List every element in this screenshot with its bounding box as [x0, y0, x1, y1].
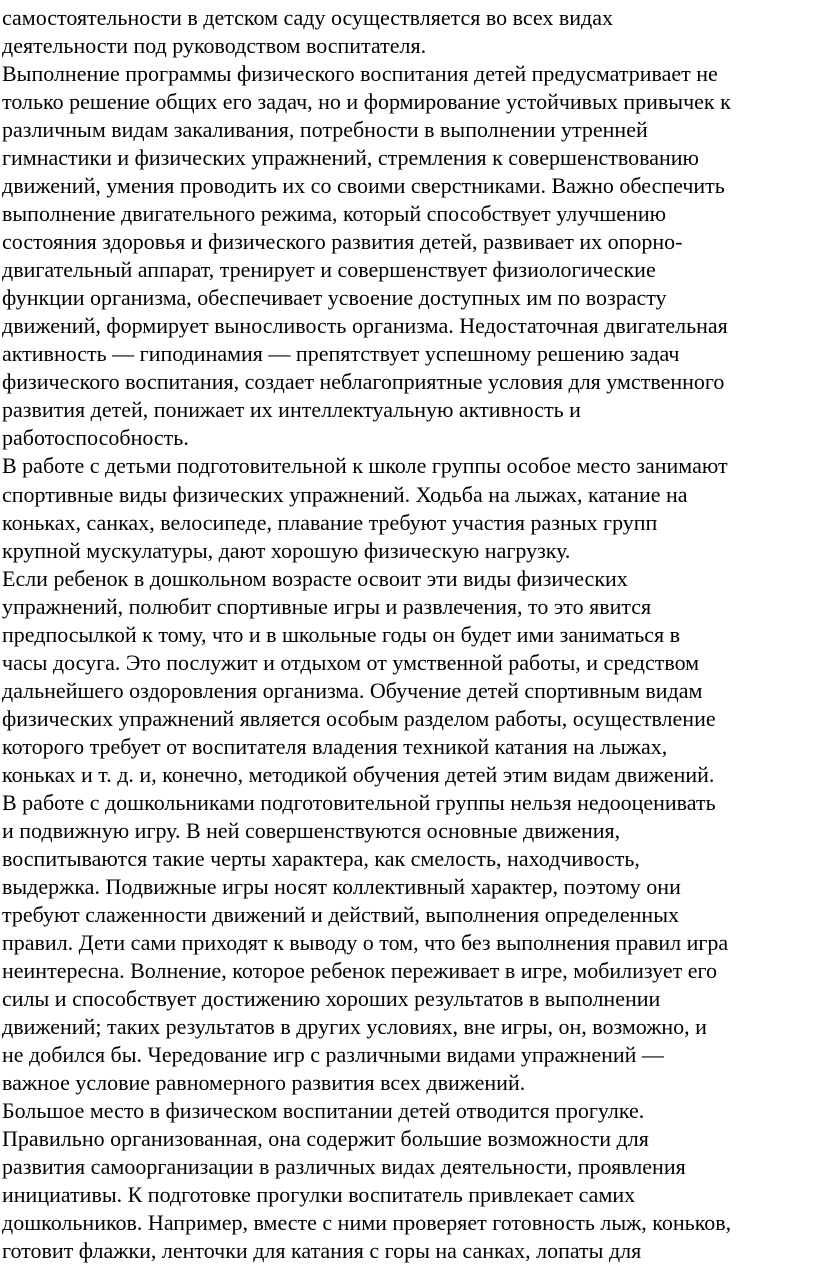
text-line: Правильно организованная, она содержит большие возможности для [2, 1126, 649, 1152]
text-line: крупной мускулатуры, дают хорошую физическую нагрузку. [2, 537, 571, 563]
text-line: выполнение двигательного режима, который способствует улучшению [2, 201, 667, 227]
text-line: спортивные виды физических упражнений. Ходьба на лыжах, катание на [2, 481, 688, 507]
text-line: правил. Дети сами приходят к выводу о том, что без выполнения правил игра [2, 929, 729, 955]
text-line: развития самоорганизации в различных видах деятельности, проявления [2, 1154, 686, 1180]
text-line: двигательный аппарат, тренирует и совершенствует физиологические [2, 257, 656, 283]
text-line: коньках, санках, велосипеде, плавание требуют участия разных групп [2, 509, 658, 535]
text-line: упражнений, полюбит спортивные игры и развлечения, то это явится [2, 593, 652, 619]
text-line: активность — гиподинамия — препятствует успешному решению задач [2, 341, 680, 367]
text-line: различным видам закаливания, потребности в выполнении утренней [2, 117, 648, 143]
text-line: требуют слаженности движений и действий, выполнения определенных [2, 901, 679, 927]
text-line: инициативы. К подготовке прогулки воспитатель привлекает самих [2, 1182, 636, 1208]
text-line: В работе с дошкольниками подготовительной группы нельзя недооценивать [2, 789, 716, 815]
text-line: не добился бы. Чередование игр с различными видами упражнений — [2, 1042, 664, 1068]
text-line: Если ребенок в дошкольном возрасте освоит эти виды физических [2, 565, 628, 591]
text-line: гимнастики и физических упражнений, стремления к совершенствованию [2, 145, 699, 171]
text-line: только решение общих его задач, но и формирование устойчивых привычек к [2, 89, 731, 115]
text-line: движений, формирует выносливость организма. Недостаточная двигательная [2, 313, 728, 339]
text-line: важное условие равномерного развития всех движений. [2, 1070, 526, 1096]
text-line: коньках и т. д. и, конечно, методикой обучения детей этим видам движений. [2, 761, 715, 787]
text-line: Большое место в физическом воспитании детей отводится прогулке. [2, 1098, 645, 1124]
text-line: состояния здоровья и физического развития детей, развивает их опорно- [2, 229, 683, 255]
text-line: предпосылкой к тому, что и в школьные годы он будет ими заниматься в [2, 621, 681, 647]
text-line: Выполнение программы физического воспитания детей предусматривает не [2, 61, 718, 87]
text-line: готовит флажки, ленточки для катания с горы на санках, лопаты для [2, 1238, 642, 1264]
text-line: развития детей, понижает их интеллектуальную активность и [2, 397, 581, 423]
text-line: движений, умения проводить их со своими сверстниками. Важно обеспечить [2, 173, 725, 199]
text-line: самостоятельности в детском саду осуществляется во всех видах [2, 5, 613, 30]
text-line: работоспособность. [2, 425, 189, 451]
text-line: деятельности под руководством воспитателя. [2, 33, 427, 59]
text-line: и подвижную игру. В ней совершенствуются основные движения, [2, 817, 621, 843]
text-line: физических упражнений является особым разделом работы, осуществление [2, 705, 716, 731]
text-line: дошкольников. Например, вместе с ними проверяет готовность лыж, коньков, [2, 1210, 732, 1236]
text-line: неинтересна. Волнение, которое ребенок переживает в игре, мобилизует его [2, 958, 717, 984]
text-line: движений; таких результатов в других условиях, вне игры, он, возможно, и [2, 1014, 707, 1040]
text-line: дальнейшего оздоровления организма. Обучение детей спортивным видам [2, 677, 703, 703]
text-line: физического воспитания, создает неблагоприятные условия для умственного [2, 369, 725, 395]
text-line: функции организма, обеспечивает усвоение доступных им по возрасту [2, 285, 667, 311]
text-line: которого требует от воспитателя владения техникой катания на лыжах, [2, 733, 668, 759]
text-line: часы досуга. Это послужит и отдыхом от умственной работы, и средством [2, 649, 700, 675]
text-line: воспитываются такие черты характера, как смелость, находчивость, [2, 845, 640, 871]
text-line: В работе с детьми подготовительной к школе группы особое место занимают [2, 453, 728, 479]
text-line: силы и способствует достижению хороших результатов в выполнении [2, 986, 661, 1012]
text-line: выдержка. Подвижные игры носят коллективный характер, поэтому они [2, 873, 681, 899]
